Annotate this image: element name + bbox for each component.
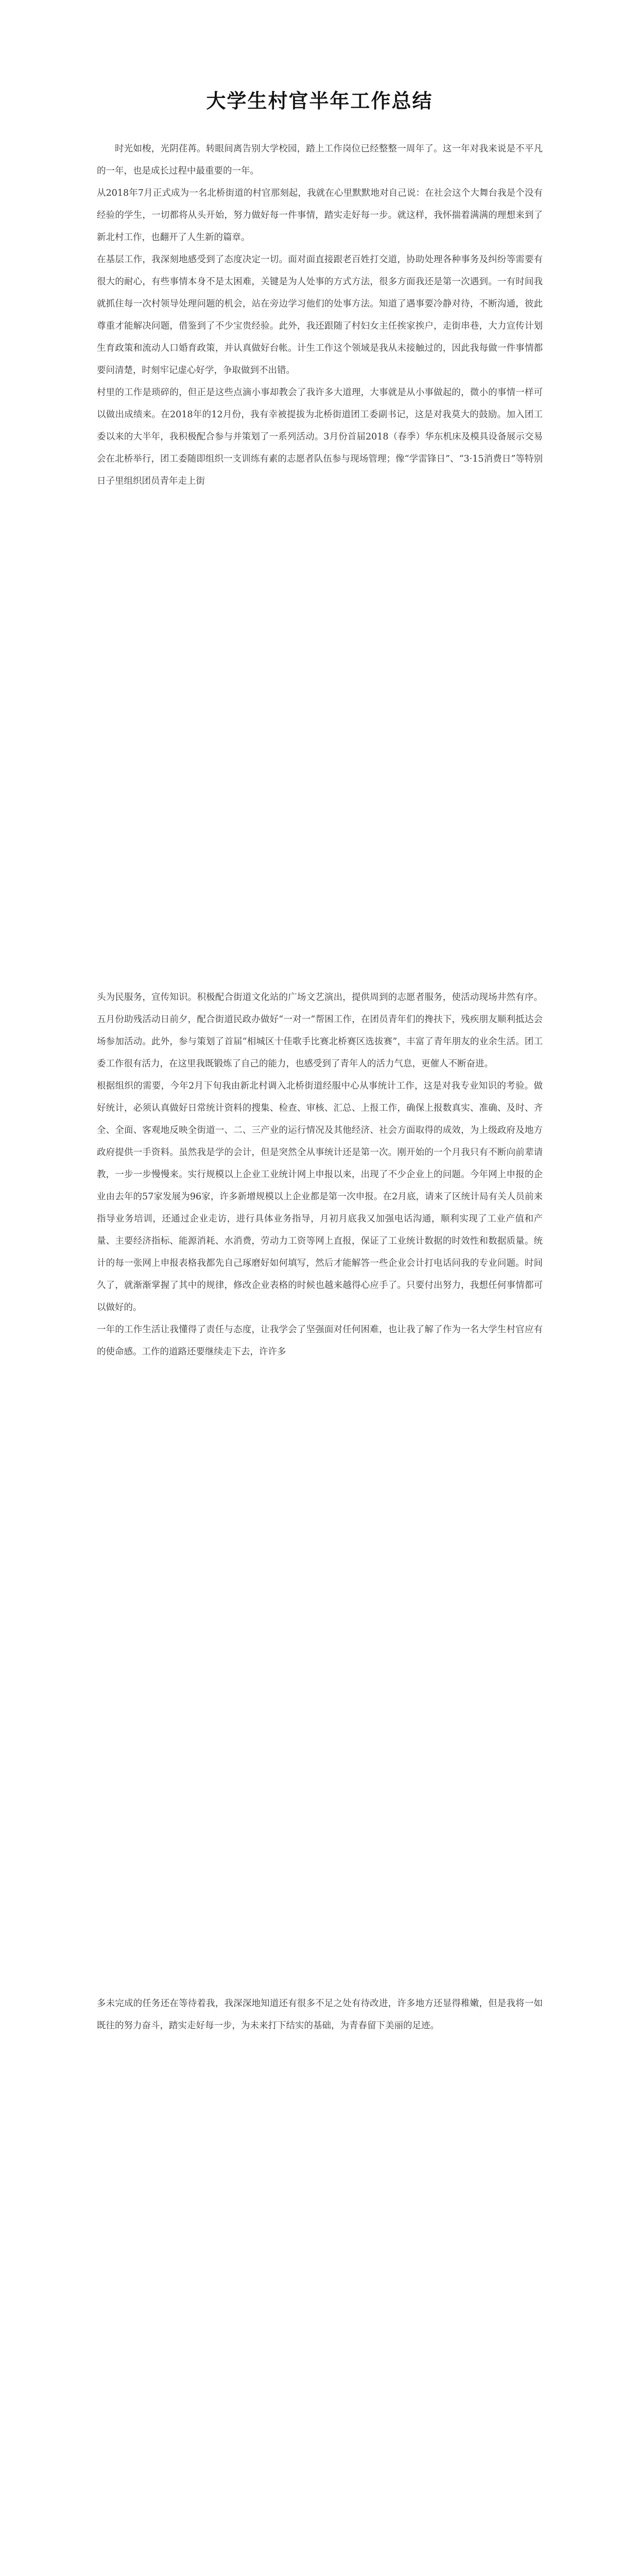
paragraph: 村里的工作是琐碎的，但正是这些点滴小事却教会了我许多大道理，大事就是从小事做起的，微小的事情一样可以做出成绩来。在2018年的12月份，我有幸被提拔为北桥街道团工委副书记，这是对我莫大的鼓励。加入团工委以来的大半年，我积极配合参与并策划了一系列活动。3月份首届2018（春季）华东机床及模具设备展示交易会在北桥举行，团工委随即组织一支训练有素的志愿者队伍参与现场管理；像“学雷锋日”、“3·15消费日”等特别日子里组织团员青年走上街 (97, 387, 543, 486)
paragraph: 多未完成的任务还在等待着我，我深深地知道还有很多不足之处有待改进，许多地方还显得稚嫩，但是我将一如既往的努力奋斗，踏实走好每一步，为未来打下结实的基础，为青春留下美丽的足迹。 (97, 1998, 543, 2031)
paragraph: 在基层工作，我深刻地感受到了态度决定一切。面对面直接跟老百姓打交道，协助处理各种事务及纠纷等需要有很大的耐心，有些事情本身不是太困难，关键是为人处事的方式方法，很多方面我还是第一次遇到。一有时间我就抓住每一次村领导处理问题的机会，站在旁边学习他们的处事方法。知道了遇事要冷静对待，不断沟通，彼此尊重才能解决问题，借鉴到了不少宝贵经验。此外，我还跟随了村妇女主任挨家挨户，走街串巷，大力宣传计划生育政策和流动人口婚育政策，并认真做好台帐。计生工作这个领域是我从未接触过的，因此我每做一件事情都要问清楚，时刻牢记虚心好学，争取做到不出错。 (97, 255, 543, 376)
paragraph: 时光如梭，光阴荏苒。转眼间离告别大学校园，踏上工作岗位已经整整一周年了。这一年对我来说是不平凡的一年，也是成长过程中最重要的一年。 (97, 144, 543, 176)
paragraph: 从2018年7月正式成为一名北桥街道的村官那刻起，我就在心里默默地对自己说：在社会这个大舞台我是个没有经验的学生，一切都将从头开始，努力做好每一件事情，踏实走好每一步。就这样，我怀揣着满满的理想来到了新北村工作，也翻开了人生新的篇章。 (97, 188, 543, 243)
page-title: 大学生村官半年工作总结 (206, 89, 433, 113)
paragraph: 一年的工作生活让我懂得了责任与态度，让我学会了坚强面对任何困难，也让我了解了作为一名大学生村官应有的使命感。工作的道路还要继续走下去，许许多 (97, 1325, 543, 1357)
paragraph: 头为民服务，宣传知识。积极配合街道文化站的广场文艺演出，提供周到的志愿者服务，使活动现场井然有序。五月份助残活动日前夕，配合街道民政办做好“一对一”帮困工作，在团员青年们的搀扶下，残疾朋友顺利抵达会场参加活动。此外，参与策划了首届“相城区十佳歌手比赛北桥赛区选拔赛”，丰富了青年朋友的业余生活。团工委工作很有活力，在这里我既锻炼了自己的能力，也感受到了青年人的活力气息，更催人不断奋进。 (97, 992, 543, 1069)
text-block-1 (97, 138, 543, 493)
text-block-3 (97, 1993, 543, 2037)
paragraph: 根据组织的需要，今年2月下旬我由新北村调入北桥街道经服中心从事统计工作，这是对我专业知识的考验。做好统计，必须认真做好日常统计资料的搜集、检查、审核、汇总、上报工作，确保上报数真实、准确、及时、齐全、全面、客观地反映全街道一、二、三产业的运行情况及其他经济、社会方面取得的成效，为上级政府及地方政府提供一手资料。虽然我是学的会计，但是突然全从事统计还是第一次。刚开始的一个月我只有不断向前辈请教，一步一步慢慢来。实行规模以上企业工业统计网上申报以来，出现了不少企业上的问题。今年网上申报的企业由去年的57家发展为96家，许多新增规模以上企业都是第一次申报。在2月底，请来了区统计局有关人员前来指导业务培训，还通过企业走访，进行具体业务指导，月初月底我又加强电话沟通，顺利实现了工业产值和产量、主要经济指标、能源消耗、水消费，劳动力工资等网上直报，保证了工业统计数据的时效性和数据质量。统计的每一张网上申报表格我都先自己琢磨好如何填写，然后才能解答一些企业会计打电话问我的专业问题。时间久了，就渐渐掌握了其中的规律，修改企业表格的时候也越来越得心应手了。只要付出努力，我想任何事情都可以做好的。 (97, 1081, 543, 1313)
text-block-2 (97, 987, 543, 1363)
